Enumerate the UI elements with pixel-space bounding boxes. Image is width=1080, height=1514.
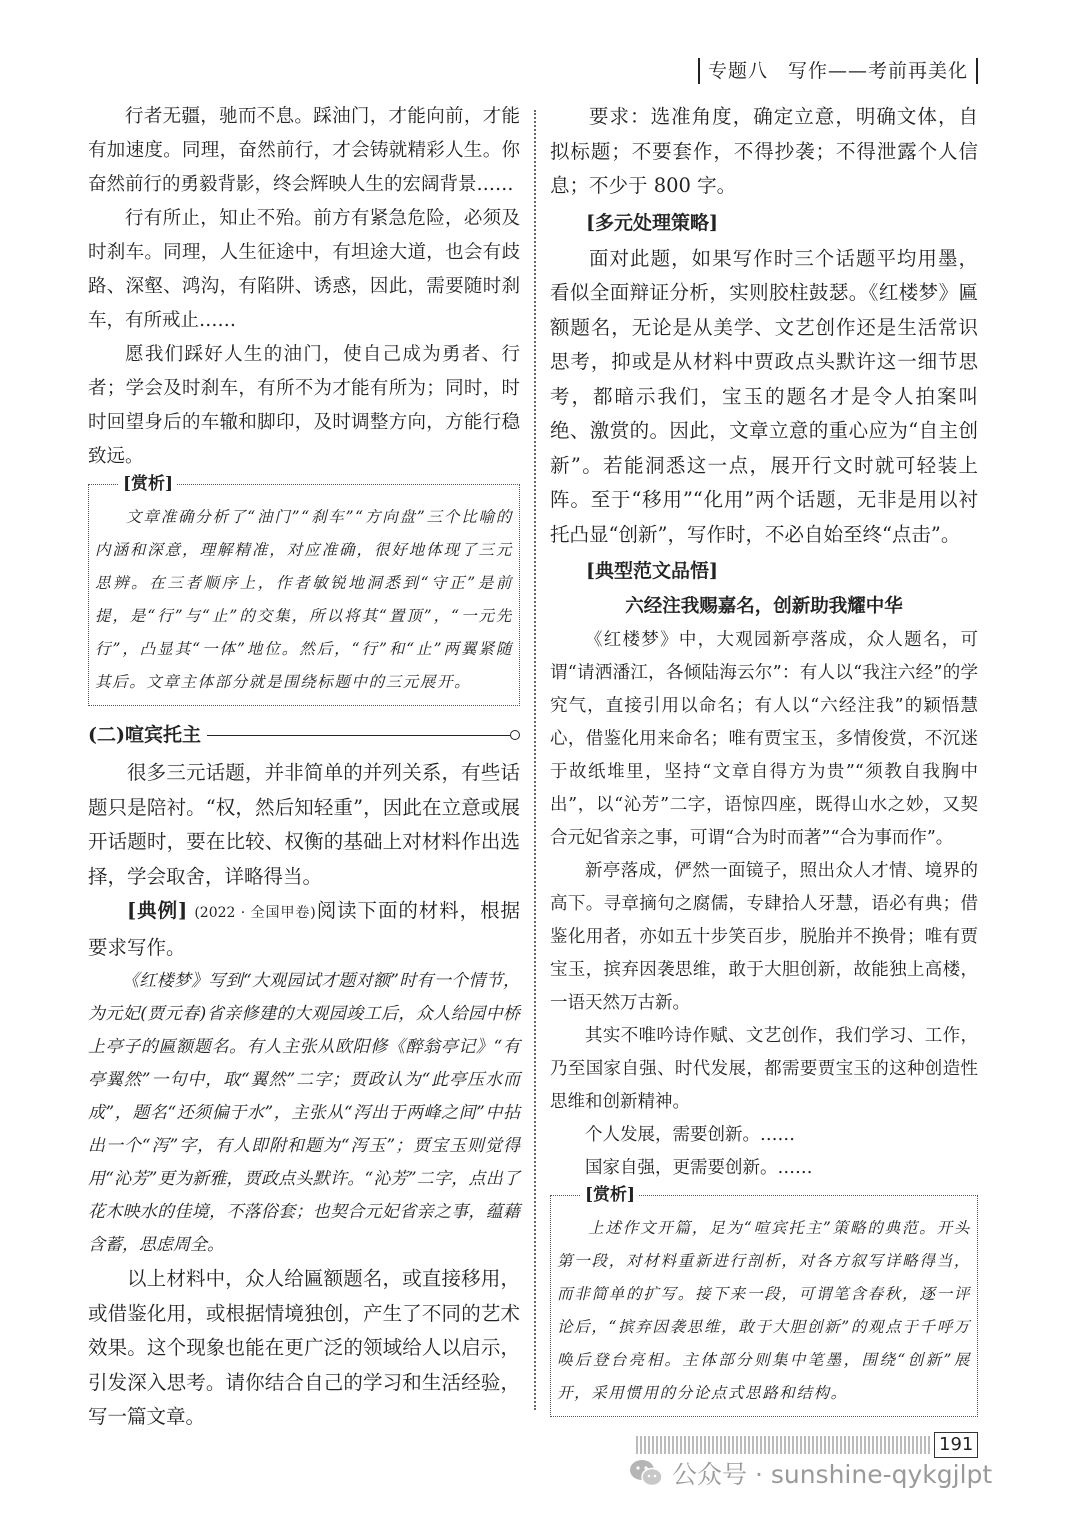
page-header: 专题八 写作——考前再美化 <box>698 58 978 84</box>
page-number-bar <box>636 1436 930 1454</box>
page-number: 191 <box>934 1432 978 1458</box>
analysis-label: [赏析] <box>581 1183 639 1207</box>
strategy-text: 面对此题，如果写作时三个话题平均用墨，看似全面辩证分析，实则胶柱鼓瑟。《红楼梦》匾额题名，无论是从美学、文艺创作还是生活常识思考，抑或是从材料中贾政点头默许这一细节思考，都暗示我们，宝玉的题名才是令人拍案叫绝、激赏的。因此，文章立意的重心应为“自主创新”。若能洞悉这一点，展开行文时就可轻装上阵。至于“移用”“化用”两个话题，无非是用以衬托凸显“创新”，写作时，不必自始至终“点击”。 <box>550 246 978 546</box>
analysis-box <box>88 474 520 706</box>
left-column <box>88 100 520 1435</box>
watermark <box>628 1455 992 1491</box>
analysis-box <box>550 1185 978 1417</box>
paragraph: 愿我们踩好人生的油门，使自己成为勇者、行者；学会及时刹车，有所不为才能有所为；同时，时时回望身后的车辙和脚印，及时调整方向，方能行稳致远。 <box>88 344 520 467</box>
requirements-text: 要求：选准角度，确定立意，明确文体，自拟标题；不要套作，不得抄袭；不得泄露个人信息；不少于 800 字。 <box>550 105 978 197</box>
wechat-icon <box>628 1458 664 1488</box>
section-intro: 很多三元话题，并非简单的并列关系，有些话题只是陪衬。“权，然后知轻重”，因此在立意或展开话题时，要在比较、权衡的基础上对材料作出选择，学会取舍，详略得当。 <box>88 761 520 888</box>
essay-paragraph: 国家自强，更需要创新。…… <box>585 1158 813 1178</box>
analysis-text: 文章准确分析了“油门”“刹车”“方向盘”三个比喻的内涵和深意，理解精准，对应准确，很好地体现了三元思辨。在三者顺序上，作者敏锐地洞悉到“守正”是前提，是“行”与“止”的交集，所以将其“置顶”，“一元先行”，凸显其“一体”地位。然后，“行”和“止”两翼紧随其后。文章主体部分就是围绕标题中的三元展开。 <box>95 508 513 691</box>
task-text: 以上材料中，众人给匾额题名，或直接移用，或借鉴化用，或根据情境独创，产生了不同的艺术效果。这个现象也能在更广泛的领域给人以启示，引发深入思考。请你结合自己的学习和生活经验，写一篇文章。 <box>88 1267 520 1428</box>
strategy-label: [多元处理策略] <box>586 211 718 234</box>
section-heading <box>88 720 520 750</box>
analysis-text: 上述作文开篇，足为“喧宾托主”策略的典范。开头第一段，对材料重新进行剖析，对各方叙写详略得当，而非简单的扩写。接下来一段，可谓笔含春秋，逐一评论后，“摈弃因袭思维，敢于大胆创新”的观点于千呼万唤后登台亮相。主体部分则集中笔墨，围绕“创新”展开，采用惯用的分论点式思路和结构。 <box>557 1219 971 1402</box>
watermark-text: 公众号 · sunshine-qykgjlpt <box>672 1460 993 1489</box>
essay-paragraph: 《红楼梦》中，大观园新亭落成，众人题名，可谓“请洒潘江，各倾陆海云尔”：有人以“我注六经”的学究气，直接引用以命名；有人以“六经注我”的颖悟慧心，借鉴化用来命名；唯有贾宝玉，多情俊赏，不沉迷于故纸堆里，坚持“文章自得方为贵”“须教自我胸中出”，以“沁芳”二字，语惊四座，既得山水之妙，又契合元妃省亲之事，可谓“合为时而著”“合为事而作”。 <box>550 630 978 848</box>
circle-icon <box>510 730 520 740</box>
essay-paragraph: 新亭落成，俨然一面镜子，照出众人才情、境界的高下。寻章摘句之腐儒，专肆拾人牙慧，语必有典；借鉴化用者，亦如五十步笑百步，脱胎并不换骨；唯有贾宝玉，摈弃因袭思维，敢于大胆创新，故能独上高楼，一语天然万古新。 <box>550 861 978 1013</box>
example-line <box>88 894 520 965</box>
paragraph: 行者无疆，驰而不息。踩油门，才能向前，才能有加速度。同理，奋然前行，才会铸就精彩人生。你奋然前行的勇毅背影，终会辉映人生的宏阔背景…… <box>88 106 520 195</box>
paragraph: 行有所止，知止不殆。前方有紧急危险，必须及时刹车。同理，人生征途中，有坦途大道，也会有歧路、深壑、鸿沟，有陷阱、诱惑，因此，需要随时刹车，有所戒止…… <box>88 208 520 331</box>
column-divider <box>534 110 536 1410</box>
exam-source: (2022 · 全国甲卷) <box>194 905 316 921</box>
material-text: 《红楼梦》写到“大观园试才题对额”时有一个情节，为元妃(贾元春)省亲修建的大观园竣工后，众人给园中桥上亭子的匾额题名。有人主张从欧阳修《醉翁亭记》“有亭翼然”一句中，取“翼然”二字；贾政认为“此亭压水而成”，题名“还须偏于水”，主张从“泻出于两峰之间”中拈出一个“泻”字，有人即附和题为“泻玉”；贾宝玉则觉得用“沁芳”更为新雅，贾政点头默许。“沁芳”二字，点出了花木映水的佳境，不落俗套；也契合元妃省亲之事，蕴藉含蓄，思虑周全。 <box>88 971 520 1255</box>
essay-paragraph: 其实不唯吟诗作赋、文艺创作，我们学习、工作，乃至国家自强、时代发展，都需要贾宝玉的这种创造性思维和创新精神。 <box>550 1026 978 1112</box>
essay-title: 六经注我赐嘉名，创新助我耀中华 <box>625 596 903 617</box>
example-instruction: 阅读下面的材料，根据要求写作。 <box>88 899 520 959</box>
analysis-label: [赏析] <box>119 472 177 496</box>
heading-rule <box>207 735 510 736</box>
right-column <box>550 100 978 1417</box>
essay-paragraph: 个人发展，需要创新。…… <box>585 1125 795 1145</box>
sample-label: [典型范文品悟] <box>586 560 718 582</box>
section-title: (二)喧宾托主 <box>88 724 201 746</box>
example-label: [典例] <box>127 899 188 922</box>
